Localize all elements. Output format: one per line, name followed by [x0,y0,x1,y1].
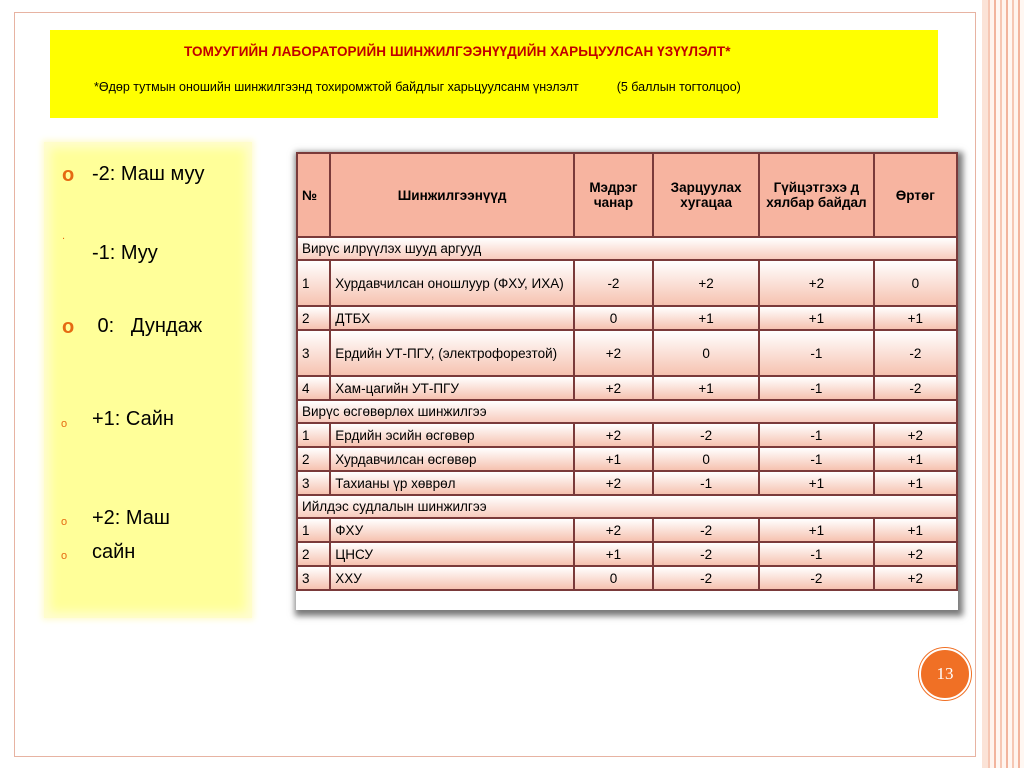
legend-item: +1: Сайн [92,408,174,430]
score-cell: -2 [653,542,759,566]
score-cell: +1 [874,471,957,495]
bullet-icon: . [62,230,66,242]
col-header-ease: Гүйцэтгэхэ д хялбар байдал [759,153,874,237]
score-cell: +1 [874,447,957,471]
col-header-cost: Өртөг [874,153,957,237]
table-section-row [297,495,957,518]
score-cell: +2 [574,423,653,447]
row-number: 1 [297,423,330,447]
score-cell: +2 [574,376,653,400]
test-name: ДТБХ [330,306,574,330]
table-row [297,566,957,590]
table-row [297,542,957,566]
bullet-icon: o [61,516,68,528]
page-number-badge: 13 [919,648,971,700]
col-header-sensitivity: Мэдрэг чанар [574,153,653,237]
score-cell: -1 [759,447,874,471]
score-cell: +2 [574,518,653,542]
score-cell: -1 [759,376,874,400]
score-cell: +1 [759,518,874,542]
right-decorative-stripes [988,0,1024,768]
subtitle-text: *Өдөр тутмын оношийн шинжилгээнд тохиромжтой байдлыг харьцуулсанм үнэлэлт [94,80,579,94]
test-name: ФХУ [330,518,574,542]
test-name: ЦНСУ [330,542,574,566]
scale-note: (5 баллын тогтолцоо) [616,80,741,94]
test-name: Ердийн УТ-ПГУ, (электрофорезтой) [330,330,574,376]
table-row [297,423,957,447]
legend-item: +2: Маш [92,507,170,529]
title-banner [50,30,938,118]
score-cell: -1 [759,330,874,376]
row-number: 1 [297,518,330,542]
score-cell: +2 [759,260,874,306]
col-header-number: № [297,153,330,237]
row-number: 4 [297,376,330,400]
score-cell: +2 [874,566,957,590]
row-number: 3 [297,330,330,376]
score-cell: +2 [574,330,653,376]
score-cell: +1 [653,376,759,400]
table-section-row [297,400,957,423]
score-cell: +2 [574,471,653,495]
comparison-table [296,152,958,591]
score-cell: +1 [874,306,957,330]
score-cell: -2 [759,566,874,590]
score-cell: 0 [574,306,653,330]
test-name: Тахианы үр хөврөл [330,471,574,495]
score-cell: +1 [759,471,874,495]
score-cell: 0 [653,447,759,471]
score-cell: -2 [653,518,759,542]
score-cell: +1 [574,447,653,471]
row-number: 2 [297,306,330,330]
table-row [297,306,957,330]
test-name: ХХУ [330,566,574,590]
table-row [297,376,957,400]
bullet-icon: o [61,550,68,562]
table-section-row [297,237,957,260]
section-title: Ийлдэс судлалын шинжилгээ [297,495,957,518]
score-cell: +1 [653,306,759,330]
test-name: Ердийн эсийн өсгөвөр [330,423,574,447]
score-cell: +1 [574,542,653,566]
score-cell: +2 [653,260,759,306]
comparison-table-wrapper [296,152,958,610]
table-row [297,260,957,306]
score-cell: -2 [574,260,653,306]
table-row [297,471,957,495]
bullet-icon: o [62,316,75,338]
score-cell: -1 [759,542,874,566]
legend-item: 0: Дундаж [92,315,203,337]
section-title: Вирүс өсгөвөрлөх шинжилгээ [297,400,957,423]
row-number: 2 [297,542,330,566]
score-cell: -2 [874,376,957,400]
score-cell: -2 [653,423,759,447]
scale-legend-panel [44,142,252,618]
score-cell: 0 [874,260,957,306]
test-name: Хурдавчилсан өсгөвөр [330,447,574,471]
legend-item: -2: Маш муу [92,163,205,185]
row-number: 2 [297,447,330,471]
row-number: 3 [297,471,330,495]
table-header-row [297,153,957,237]
table-row [297,330,957,376]
bullet-icon: o [61,418,68,430]
score-cell: +1 [759,306,874,330]
legend-item: -1: Муу [92,242,158,264]
score-cell: 0 [653,330,759,376]
score-cell: 0 [574,566,653,590]
score-cell: +2 [874,423,957,447]
score-cell: -2 [653,566,759,590]
score-cell: -1 [759,423,874,447]
score-cell: -1 [653,471,759,495]
table-row [297,518,957,542]
row-number: 3 [297,566,330,590]
table-row [297,447,957,471]
test-name: Хам-цагийн УТ-ПГУ [330,376,574,400]
slide-title: ТОМУУГИЙН ЛАБОРАТОРИЙН ШИНЖИЛГЭЭНҮҮДИЙН ХАРЬЦУУЛСАН ҮЗҮҮЛЭЛТ* [184,44,731,59]
score-cell: +1 [874,518,957,542]
score-cell: +2 [874,542,957,566]
col-header-time: Зарцуулах хугацаа [653,153,759,237]
slide-subtitle [94,80,741,94]
score-cell: -2 [874,330,957,376]
bullet-icon: o [62,164,75,186]
row-number: 1 [297,260,330,306]
col-header-test: Шинжилгээнүүд [330,153,574,237]
legend-item: сайн [92,541,136,563]
test-name: Хурдавчилсан оношлуур (ФХУ, ИХА) [330,260,574,306]
section-title: Вирүс илрүүлэх шууд аргууд [297,237,957,260]
